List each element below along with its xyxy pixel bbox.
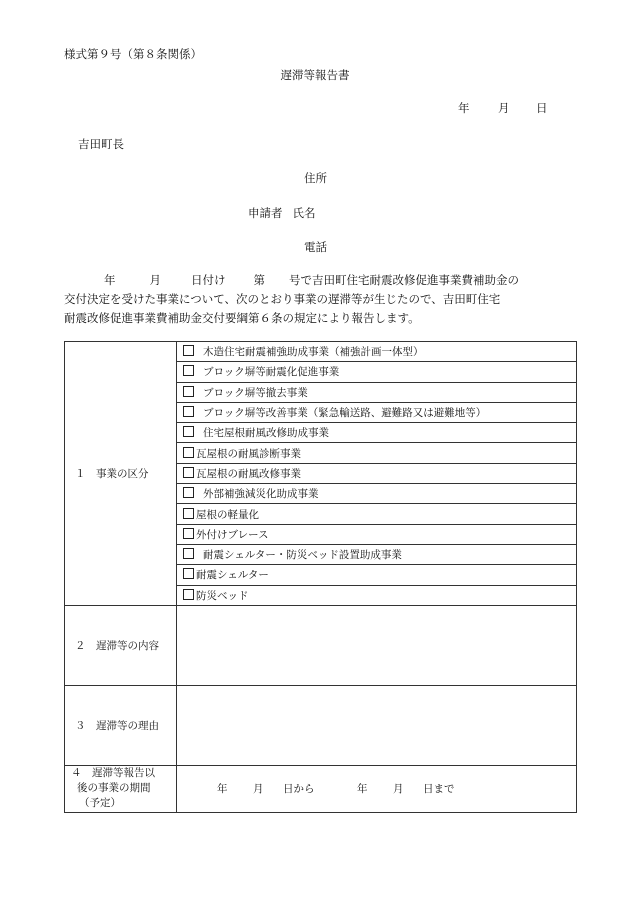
option-row[interactable] xyxy=(177,524,577,544)
option-row[interactable] xyxy=(177,463,577,483)
checkbox-icon[interactable] xyxy=(183,426,194,437)
checkbox-icon[interactable] xyxy=(183,589,194,600)
applicant-label: 申請者 xyxy=(248,206,283,220)
option-row[interactable] xyxy=(177,484,577,504)
option-label: 防災ベッド xyxy=(196,589,249,602)
option-row[interactable] xyxy=(177,423,577,443)
option-label: 屋根の軽量化 xyxy=(196,508,259,521)
delay-content-label: ２ 遅滞等の内容 xyxy=(65,605,177,685)
option-label: 耐震シェルター・防災ベッド設置助成事業 xyxy=(203,549,402,562)
to-year: 年 xyxy=(357,783,368,796)
address-label: 住所 xyxy=(304,171,327,185)
option-label: ブロック塀等撤去事業 xyxy=(203,386,308,399)
option-label: 瓦屋根の耐風改修事業 xyxy=(196,467,301,480)
date-year-label: 年 xyxy=(458,101,470,115)
statement-no: 第 xyxy=(253,273,265,287)
option-row[interactable] xyxy=(177,544,577,564)
form-number: 様式第９号（第８条関係） xyxy=(64,47,202,61)
statement-line-3: 耐震改修促進事業費補助金交付要綱第６条の規定により報告します。 xyxy=(64,311,420,325)
option-label: 外部補強減災化助成事業 xyxy=(203,488,319,501)
option-label: 瓦屋根の耐風診断事業 xyxy=(196,447,301,460)
report-statement xyxy=(64,271,584,328)
option-label: 木造住宅耐震補強助成事業（補強計画一体型） xyxy=(203,346,424,359)
statement-line-1 xyxy=(64,271,584,290)
report-table xyxy=(64,341,577,813)
option-label: 耐震シェルター xyxy=(196,569,269,582)
date-month-label: 月 xyxy=(498,101,510,115)
checkbox-icon[interactable] xyxy=(183,528,194,539)
delay-reason-label: ３ 遅滞等の理由 xyxy=(65,685,177,765)
option-row[interactable] xyxy=(177,585,577,605)
statement-month: 月 xyxy=(149,273,161,287)
option-row[interactable] xyxy=(177,362,577,382)
phone-label: 電話 xyxy=(304,240,327,254)
option-row[interactable] xyxy=(177,382,577,402)
checkbox-icon[interactable] xyxy=(183,345,194,356)
from-year: 年 xyxy=(217,783,228,796)
schedule-period-label xyxy=(65,765,177,812)
checkbox-icon[interactable] xyxy=(183,508,194,519)
addressee: 吉田町長 xyxy=(78,137,124,151)
to-month: 月 xyxy=(393,783,404,796)
checkbox-icon[interactable] xyxy=(183,548,194,559)
document-title: 遅滞等報告書 xyxy=(280,68,350,82)
schedule-label-line-2: 後の事業の期間 xyxy=(77,782,151,795)
option-row[interactable] xyxy=(177,443,577,463)
option-row[interactable] xyxy=(177,565,577,585)
schedule-period-field[interactable] xyxy=(177,765,577,812)
checkbox-icon[interactable] xyxy=(183,568,194,579)
statement-day: 日付け xyxy=(191,273,226,287)
report-date xyxy=(458,100,548,116)
statement-line-2: 交付決定を受けた事業について、次のとおり事業の遅滞等が生じたので、吉田町住宅 xyxy=(64,292,501,306)
option-label: 外付けブレース xyxy=(196,528,269,541)
checkbox-icon[interactable] xyxy=(183,487,194,498)
delay-reason-field[interactable] xyxy=(177,685,577,765)
option-label: 住宅屋根耐風改修助成事業 xyxy=(203,427,329,440)
checkbox-icon[interactable] xyxy=(183,406,194,417)
from-month: 月 xyxy=(253,783,264,796)
checkbox-icon[interactable] xyxy=(183,447,194,458)
name-label: 氏名 xyxy=(292,206,316,220)
statement-rest: 号で吉田町住宅耐震改修促進事業費補助金の xyxy=(289,273,519,287)
option-label: ブロック塀等耐震化促進事業 xyxy=(203,366,340,379)
checkbox-icon[interactable] xyxy=(183,386,194,397)
option-row[interactable] xyxy=(177,402,577,422)
delay-content-field[interactable] xyxy=(177,605,577,685)
checkbox-icon[interactable] xyxy=(183,365,194,376)
option-row[interactable] xyxy=(177,342,577,362)
from-day: 日から xyxy=(283,783,315,796)
schedule-label-line-3: （予定） xyxy=(79,797,121,810)
option-row[interactable] xyxy=(177,504,577,524)
option-label: ブロック塀等改善事業（緊急輸送路、避難路又は避難地等） xyxy=(203,407,487,420)
statement-year: 年 xyxy=(104,273,116,287)
checkbox-icon[interactable] xyxy=(183,467,194,478)
applicant-block xyxy=(248,205,316,221)
business-category-label: １ 事業の区分 xyxy=(65,342,177,606)
schedule-label-line-1: ４ 遅滞等報告以 xyxy=(71,767,155,780)
to-day: 日まで xyxy=(423,783,455,796)
date-day-label: 日 xyxy=(536,101,548,115)
